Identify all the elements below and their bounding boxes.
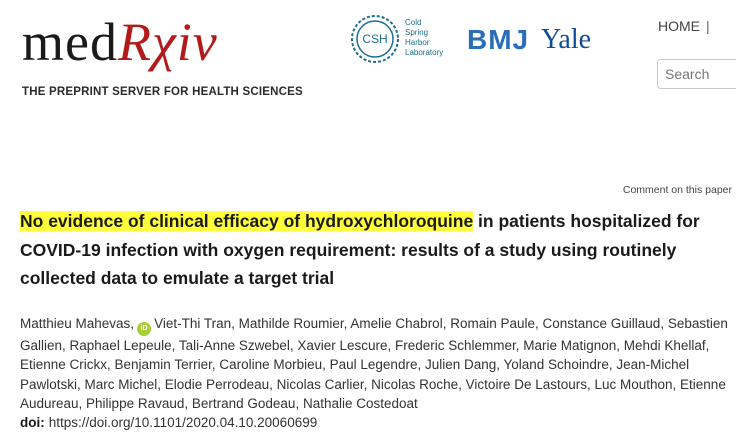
nav-separator: | [706,18,710,34]
nav-home-link[interactable]: HOME [658,18,700,34]
comment-link[interactable]: Comment on this paper [622,184,732,196]
author-first[interactable]: Matthieu Mahevas, [20,316,135,331]
csh-name[interactable] [405,18,465,58]
author-rest[interactable]: Viet-Thi Tran, Mathilde Roumier, Amelie Chabrol, Romain Paule, Constance Guillaud, Sebastien Gallien, Raphael Lepeule, Tali-Anne Szwebel, Xavier Lescure, Frederic Schlemmer, Marie Matignon, Mehdi Khellaf, Etienne Crickx, Benjamin Terrier, Caroline Morbieu, Paul Legendre, Julien Dang, Yoland Schoindre, Jean-Michel Pawlotski, Marc Michel, Elodie Perrodeau, Nicolas Carlier, Nicolas Roche, Victoire De Lastours, Luc Mouthon, Etienne Audureau, Philippe Ravaud, Bertrand Godeau, Nathalie Costedoat [20,316,728,412]
title-rest: in patients hospitalized for COVID-19 infection with oxygen requirement: results of a study using routinely collected data to emulate a target trial [20,211,700,288]
csh-line-3: Harbor [405,38,430,47]
medrxiv-logo[interactable] [22,12,218,72]
orcid-icon[interactable]: iD [137,322,151,336]
doi-line [20,415,317,430]
doi-link[interactable]: https://doi.org/10.1101/2020.04.10.20060699 [48,415,318,430]
csh-seal-text: CSH [362,32,388,46]
author-list [20,314,732,414]
title-highlight: No evidence of clinical efficacy of hydroxychloroquine [20,211,474,231]
bmj-logo[interactable]: BMJ [467,24,530,55]
csh-line-4: Laboratory [405,48,444,57]
article-title [20,207,732,293]
csh-seal-icon[interactable] [350,14,400,64]
top-nav [658,18,716,34]
tagline: THE PREPRINT SERVER FOR HEALTH SCIENCES [22,86,303,98]
doi-label: doi: [20,415,45,430]
search-box [657,59,736,89]
yale-logo[interactable]: Yale [541,24,592,55]
search-input[interactable] [658,60,736,88]
logo-wordmark [22,12,218,72]
logo-part-med: med [22,12,118,72]
logo-part-rxiv: Rχiv [117,12,218,72]
csh-line-2: Spring [405,28,429,37]
csh-line-1: Cold [405,18,422,27]
